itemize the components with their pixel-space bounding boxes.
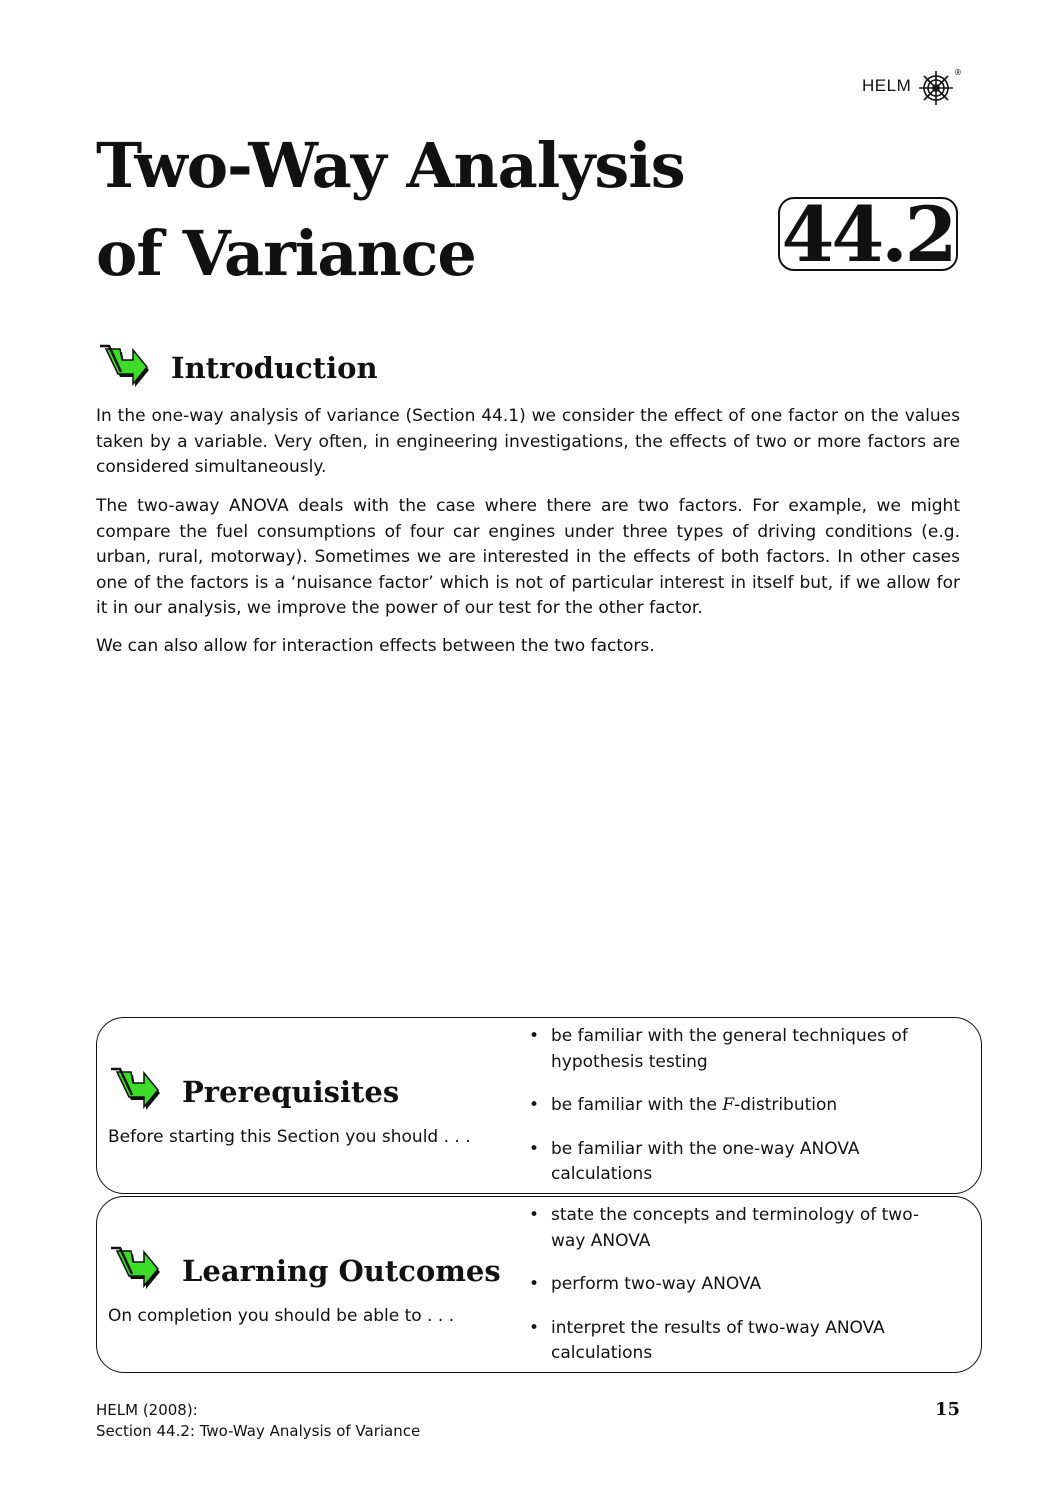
footer-citation	[96, 1400, 420, 1442]
green-arrow-icon	[96, 342, 150, 394]
item-text-after: -distribution	[734, 1095, 838, 1115]
list-item: • state the concepts and terminology of two-way ANOVA	[529, 1203, 929, 1254]
green-arrow-icon	[107, 1244, 161, 1296]
list-item	[529, 1093, 929, 1119]
green-arrow-icon	[107, 1065, 161, 1117]
page-title	[96, 122, 685, 298]
helm-logo	[862, 66, 962, 106]
learning-outcomes-intro: On completion you should be able to . . .	[108, 1306, 455, 1326]
footer-line-1: HELM (2008):	[96, 1401, 198, 1419]
prerequisites-intro: Before starting this Section you should . . .	[108, 1127, 471, 1147]
list-item: • perform two-way ANOVA	[529, 1272, 929, 1298]
prerequisites-box	[96, 1017, 982, 1194]
intro-paragraph-2: The two-away ANOVA deals with the case where there are two factors. For example, we might compare the fuel consumptions of four car engines under three types of driving conditions (e.g. urban, rural, motorway). Sometimes we are interested in the effects of both factors. In other cases one of the factors is a ‘nuisance factor’ which is not of particular interest in itself but, if we allow for it in our analysis, we improve the power of our test for the other factor.	[96, 496, 960, 618]
list-item: • interpret the results of two-way ANOVA calculations	[529, 1316, 929, 1367]
introduction-heading: Introduction	[171, 351, 378, 385]
registered-mark: ®	[954, 68, 962, 77]
item-text-before: be familiar with the	[551, 1095, 723, 1115]
prerequisites-heading: Prerequisites	[182, 1075, 400, 1109]
intro-paragraph-3: We can also allow for interaction effects between the two factors.	[96, 636, 655, 656]
list-item: • be familiar with the general techniques of hypothesis testing	[529, 1024, 929, 1075]
learning-outcomes-heading: Learning Outcomes	[182, 1254, 501, 1288]
list-item: • be familiar with the one-way ANOVA calculations	[529, 1137, 929, 1188]
math-variable: F	[722, 1095, 735, 1115]
prerequisites-list	[529, 1024, 929, 1206]
learning-outcomes-box	[96, 1196, 982, 1373]
ship-wheel-icon	[914, 66, 962, 106]
title-line-2: of Variance	[96, 217, 476, 290]
footer-line-2: Section 44.2: Two-Way Analysis of Variance	[96, 1422, 421, 1440]
section-number-badge: 44.2	[778, 197, 958, 271]
intro-paragraph-1: In the one-way analysis of variance (Section 44.1) we consider the effect of one factor on the values taken by a variable. Very often, in engineering investigations, the effects of two or more factors are considered simultaneously.	[96, 406, 960, 477]
logo-text: HELM	[862, 76, 912, 95]
title-line-1: Two-Way Analysis	[96, 129, 685, 202]
page-number: 15	[934, 1399, 960, 1420]
learning-outcomes-list	[529, 1203, 929, 1385]
